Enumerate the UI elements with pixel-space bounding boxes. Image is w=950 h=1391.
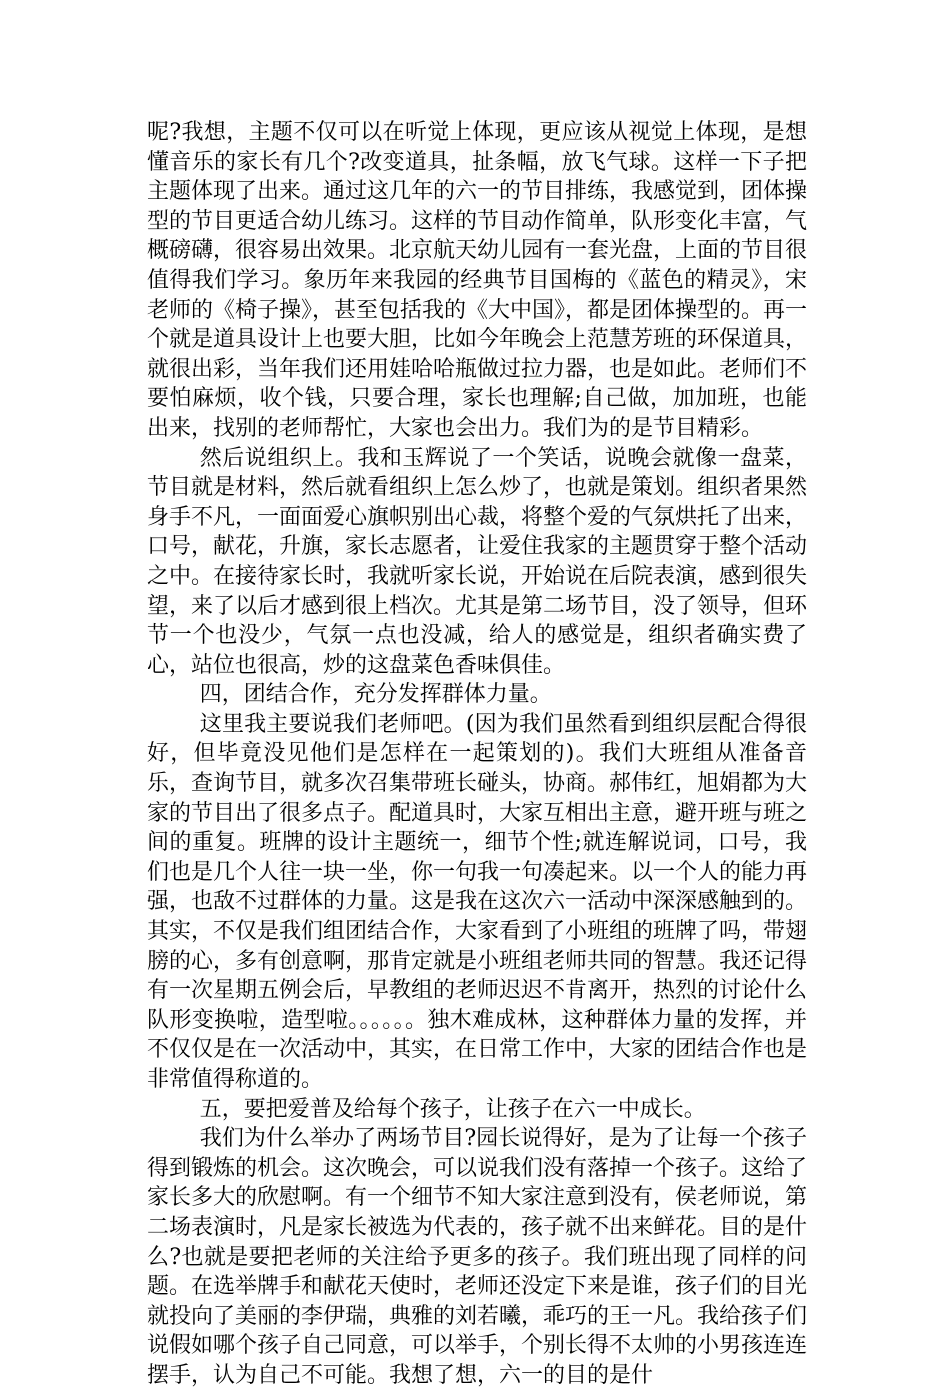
- paragraph-teamwork: 这里我主要说我们老师吧。(因为我们虽然看到组织层配合得很好，但毕竟没见他们是怎样在一起策划的)。我们大班组从准备音乐，查询节目，就多次召集带班长碰头，协商。郝伟红，旭娟都为大家的节目出了很多点子。配道具时，大家互相出主意，避开班与班之间的重复。班牌的设计主题统一，细节个性;就连解说词，口号，我们也是几个人往一块一坐，你一句我一句凑起来。以一个人的能力再强，也敌不过群体的力量。这是我在这次六一活动中深深感触到的。其实，不仅是我们组团结合作，大家看到了小班组的班牌了吗，带翅膀的心，多有创意啊，那肯定就是小班组老师共同的智慧。我还记得有一次星期五例会后，早教组的老师迟迟不肯离开，热烈的讨论什么队形变换啦，造型啦。。。。。。独木难成林，这种群体力量的发挥，并不仅仅是在一次活动中，其实，在日常工作中，大家的团结合作也是非常值得称道的。: [147, 711, 808, 1092]
- document-page: [147, 118, 807, 1391]
- paragraph-every-child: 我们为什么举办了两场节目?园长说得好，是为了让每一个孩子得到锻炼的机会。这次晚会，可以说我们没有落掉一个孩子。这给了家长多大的欣慰啊。有一个细节不知大家注意到没有，侯老师说，第二场表演时，凡是家长被选为代表的，孩子就不出来鲜花。目的是什么?也就是要把老师的关注给予更多的孩子。我们班出现了同样的问题。在选举牌手和献花天使时，老师还没定下来是谁，孩子们的目光就投向了美丽的李伊瑞，典雅的刘若曦，乖巧的王一凡。我给孩子们说假如哪个孩子自己同意，可以举手，个别长得不太帅的小男孩连连摆手，认为自己不可能。我想了想，六一的目的是什: [147, 1126, 808, 1388]
- section-heading-four: 四，团结合作，充分发挥群体力量。: [199, 682, 552, 708]
- paragraph-organization: 然后说组织上。我和玉辉说了一个笑话，说晚会就像一盘菜，节目就是材料，然后就看组织上怎么炒了，也就是策划。组织者果然身手不凡，一面面爱心旗帜别出心裁，将整个爱的气氛烘托了出来，口号，献花，升旗，家长志愿者，让爱住我家的主题贯穿于整个活动之中。在接待家长时，我就听家长说，开始说在后院表演，感到很失望，来了以后才感到很上档次。尤其是第二场节目，没了领导，但环节一个也没少，气氛一点也没减，给人的感觉是，组织者确实费了心，站位也很高，炒的这盘菜色香味俱佳。: [147, 445, 808, 678]
- section-heading-five: 五，要把爱普及给每个孩子，让孩子在六一中成长。: [199, 1096, 706, 1122]
- paragraph-theme-visual: 呢?我想，主题不仅可以在听觉上体现，更应该从视觉上体现，是想懂音乐的家长有几个?改变道具，扯条幅，放飞气球。这样一下子把主题体现了出来。通过这几年的六一的节目排练，我感觉到，团体操型的节目更适合幼儿练习。这样的节目动作简单，队形变化丰富，气概磅礴，很容易出效果。北京航天幼儿园有一套光盘，上面的节目很值得我们学习。象历年来我园的经典节目国梅的《蓝色的精灵》，宋老师的《椅子操》，甚至包括我的《大中国》，都是团体操型的。再一个就是道具设计上也要大胆，比如今年晚会上范慧芳班的环保道具，就很出彩，当年我们还用娃哈哈瓶做过拉力器，也是如此。老师们不要怕麻烦，收个钱，只要合理，家长也理解;自己做，加加班，也能出来，找别的老师帮忙，大家也会出力。我们为的是节目精彩。: [147, 120, 808, 441]
